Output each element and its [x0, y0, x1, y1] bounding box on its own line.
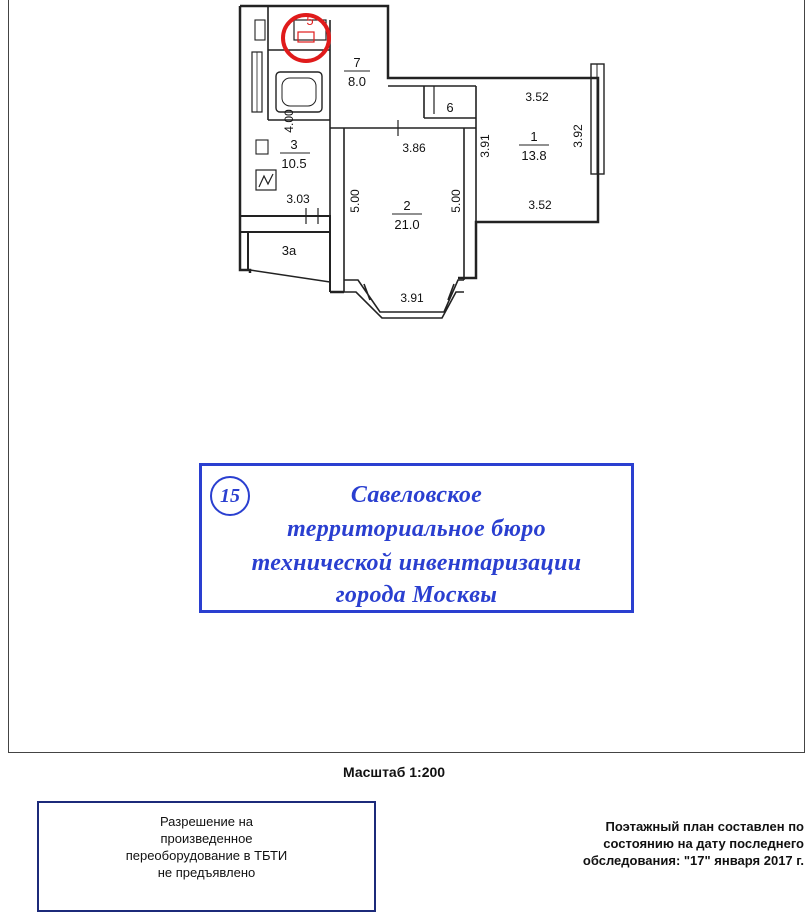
- permission-line: Разрешение на: [159, 814, 254, 829]
- bti-stamp: [199, 463, 634, 613]
- stamp-line: Савеловское: [350, 482, 483, 508]
- room-1-area: 13.8: [521, 148, 547, 163]
- dimension-label: 3.52: [528, 198, 552, 212]
- dimension-label: 3.91: [400, 291, 424, 305]
- dimension-label: 3.52: [525, 90, 549, 104]
- room-2-area: 21.0: [394, 217, 420, 232]
- balcony-3a: [250, 270, 330, 282]
- dimension-label: 3.91: [478, 134, 492, 158]
- stamp-number: 15: [210, 476, 250, 516]
- dimension-label: 5.00: [348, 189, 362, 213]
- dimension-label: 3.03: [286, 192, 310, 206]
- scale-label: Масштаб 1:200: [343, 764, 446, 780]
- floor-plan: [0, 0, 812, 400]
- survey-line: обследования: "17" января 2017 г.: [582, 853, 804, 868]
- room-3-area: 10.5: [281, 156, 307, 171]
- room-5-number: 5: [306, 13, 314, 28]
- dimension-label: 4.00: [282, 109, 296, 133]
- survey-line: состоянию на дату последнего: [603, 836, 804, 851]
- room-7-number: 7: [353, 55, 361, 70]
- sink: [256, 140, 268, 154]
- dimension-label: 3.86: [402, 141, 426, 155]
- survey-line: Поэтажный план составлен по: [605, 819, 804, 834]
- room-3-number: 3: [290, 137, 298, 152]
- stamp-line: города Москвы: [335, 582, 498, 608]
- dimension-label: 5.00: [449, 189, 463, 213]
- room-3a-number: 3а: [281, 243, 297, 258]
- permission-line: произведенное: [160, 831, 253, 846]
- room-1-number: 1: [530, 129, 538, 144]
- permission-line: переоборудование в ТБТИ: [125, 848, 288, 863]
- survey-note: [583, 818, 804, 869]
- dimension-label: 3.92: [571, 124, 585, 148]
- permission-notice: [37, 801, 376, 912]
- room-7-area: 8.0: [347, 74, 367, 89]
- stamp-line: технической инвентаризации: [251, 550, 582, 576]
- interior-walls: [268, 6, 476, 292]
- stamp-line: территориальное бюро: [287, 516, 546, 542]
- room-6-number: 6: [446, 100, 454, 115]
- permission-line: не предъявлено: [157, 865, 256, 880]
- room-2-number: 2: [403, 198, 411, 213]
